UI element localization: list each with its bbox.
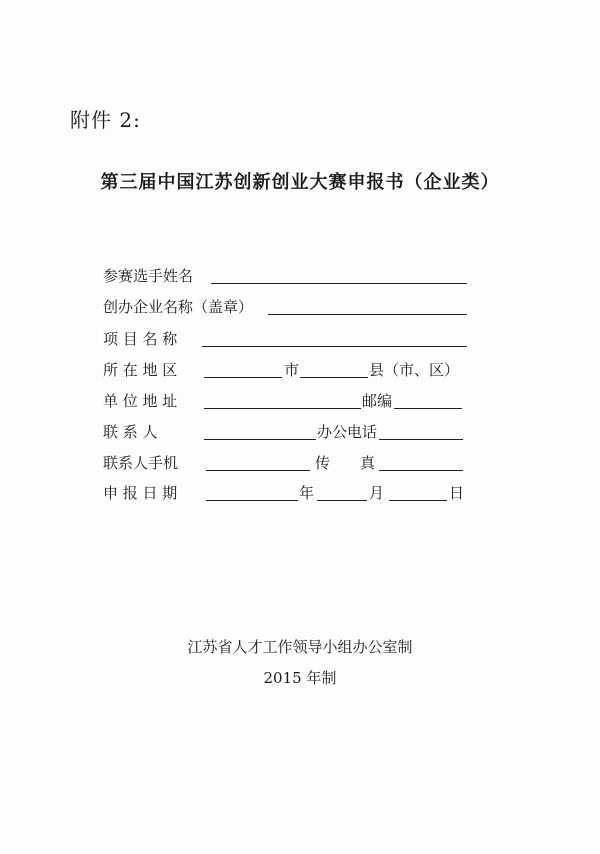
month-field[interactable] <box>317 500 367 501</box>
contact-label: 联 系 人 <box>103 423 158 441</box>
postcode-field[interactable] <box>394 408 462 409</box>
day-label: 日 <box>449 484 465 502</box>
attachment-label: 附件 2: <box>70 108 141 132</box>
apply-date-label: 申 报 日 期 <box>103 484 178 502</box>
mobile-field[interactable] <box>206 470 310 471</box>
address-field[interactable] <box>204 408 361 409</box>
location-label: 所 在 地 区 <box>103 361 178 379</box>
project-name-label: 项 目 名 称 <box>103 330 178 348</box>
city-field[interactable] <box>204 377 282 378</box>
contestant-name-label: 参赛选手姓名 <box>103 267 194 285</box>
year-label: 年 <box>299 484 315 502</box>
fax-label: 传 真 <box>315 454 376 472</box>
contestant-name-field[interactable] <box>211 283 467 284</box>
postcode-label: 邮编 <box>362 392 393 410</box>
document-title: 第三届中国江苏创新创业大赛申报书（企业类） <box>100 172 500 193</box>
county-label: 县（市、区） <box>369 361 460 379</box>
county-field[interactable] <box>300 377 368 378</box>
month-label: 月 <box>369 484 385 502</box>
fax-field[interactable] <box>379 470 463 471</box>
company-name-label: 创办企业名称（盖章） <box>103 298 254 316</box>
city-label: 市 <box>284 361 300 379</box>
office-phone-label: 办公电话 <box>317 423 378 441</box>
project-name-field[interactable] <box>202 346 467 347</box>
year-footer: 2015 年制 <box>263 669 337 687</box>
issuer-footer: 江苏省人才工作领导小组办公室制 <box>187 638 413 656</box>
company-name-field[interactable] <box>268 314 467 315</box>
contact-field[interactable] <box>204 439 316 440</box>
year-field[interactable] <box>206 500 298 501</box>
mobile-label: 联系人手机 <box>103 454 179 472</box>
office-phone-field[interactable] <box>379 439 463 440</box>
day-field[interactable] <box>389 500 447 501</box>
address-label: 单 位 地 址 <box>103 392 178 410</box>
